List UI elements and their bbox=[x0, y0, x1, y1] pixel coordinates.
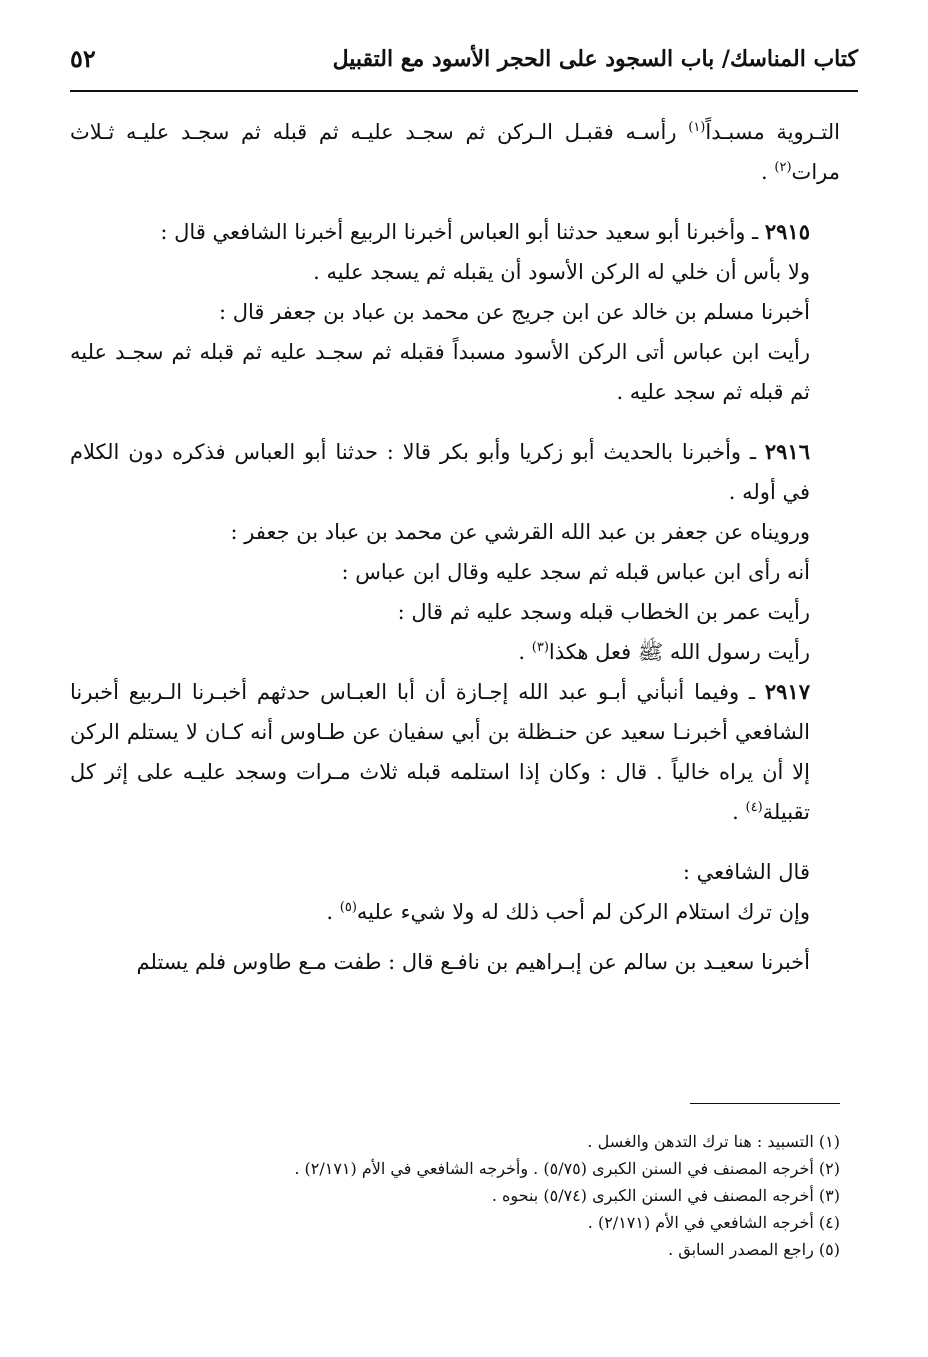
footnote-3: (٣) أخرجه المصنف في السنن الكبرى (٥/٧٤) بنحوه . bbox=[491, 1186, 840, 1205]
footnotes bbox=[70, 1128, 840, 1263]
footnote-reference: (١) bbox=[688, 120, 706, 135]
hadith-text: ـ وأخبرنا بالحديث أبو زكريا وأبو بكر قالا : حدثنا أبو العباس فذكره دون الكلام في أوله . bbox=[70, 440, 810, 504]
hadith-number: ٢٩١٧ bbox=[764, 679, 810, 704]
paragraph bbox=[70, 592, 840, 632]
paragraph-text: أخبرنا مسلم بن خالد عن ابن جريج عن محمد بن عباد بن جعفر قال : bbox=[219, 300, 810, 324]
paragraph bbox=[70, 632, 840, 672]
page-number: ٥٢ bbox=[70, 44, 96, 73]
hadith-text: ـ وأخبرنا أبو سعيد حدثنا أبو العباس أخبرنا الربيع أخبرنا الشافعي قال : bbox=[160, 220, 765, 244]
footnote-1: (١) التسبيد : هنا ترك التدهن والغسل . bbox=[587, 1132, 840, 1151]
running-header bbox=[70, 40, 858, 92]
hadith-number: ٢٩١٦ bbox=[764, 439, 810, 464]
hadith-2915 bbox=[70, 212, 840, 252]
paragraph-end: . bbox=[761, 160, 775, 184]
paragraph-text: رأيت ابن عباس أتى الركن الأسود مسبداً فقبله ثم سجـد عليه ثم قبله ثم سجـد عليه ثم قبله ثم سجد عليه . bbox=[70, 340, 810, 404]
hadith-2917 bbox=[70, 672, 840, 832]
paragraph bbox=[70, 852, 840, 892]
footnote-2: (٢) أخرجه المصنف في السنن الكبرى (٥/٧٥) . وأخرجه الشافعي في الأم (٢/١٧١) . bbox=[294, 1159, 840, 1178]
hadith-2916 bbox=[70, 432, 840, 512]
hadith-number: ٢٩١٥ bbox=[764, 219, 810, 244]
running-header-title: كتاب المناسك/ باب السجود على الحجر الأسود مع التقبيل bbox=[332, 46, 858, 72]
paragraph bbox=[70, 252, 840, 292]
footnote-reference: (٣) bbox=[531, 640, 549, 655]
paragraph-text: رأيت رسول الله ﷺ فعل هكذا bbox=[548, 640, 810, 664]
footnote-reference: (٥) bbox=[339, 900, 357, 915]
paragraph-continuation bbox=[70, 112, 840, 192]
paragraph-text: قال الشافعي : bbox=[682, 860, 810, 884]
paragraph-text: ولا بأس أن خلي له الركن الأسود أن يقبله ثم يسجد عليه . bbox=[313, 260, 810, 284]
paragraph-text: أنه رأى ابن عباس قبله ثم سجد عليه وقال ابن عباس : bbox=[341, 560, 810, 584]
paragraph-end: . bbox=[326, 900, 340, 924]
paragraph-text: وإن ترك استلام الركن لم أحب ذلك له ولا شيء عليه bbox=[356, 900, 810, 924]
paragraph bbox=[70, 512, 840, 552]
paragraph-text: التـروية مسبـداً bbox=[705, 120, 840, 144]
footnote-5: (٥) راجع المصدر السابق . bbox=[668, 1240, 840, 1259]
paragraph-text: أخبرنا سعيـد بن سالم عن إبـراهيم بن نافـع قال : طفت مـع طاوس فلم يستلم bbox=[136, 950, 810, 974]
hadith-text: ـ وفيما أنبأني أبـو عبد الله إجـازة أن أبا العبـاس حدثهم أخبـرنا الـربيع أخبرنا الشافعي أخبرنـا سعيد عن حنـظلة بن أبي سفيان عن طـاوس أنه كـان لا يستلم الركن إلا أن يراه خالياً . قال : وكان إذا استلمه قبله ثلاث مـرات وسجد عليـه على إثر كل تقبيلة bbox=[70, 680, 810, 824]
footnote-4: (٤) أخرجه الشافعي في الأم (٢/١٧١) . bbox=[587, 1213, 840, 1232]
paragraph-end: . bbox=[518, 640, 532, 664]
main-text bbox=[70, 112, 840, 982]
paragraph bbox=[70, 942, 840, 982]
paragraph-text: رأيت عمر بن الخطاب قبله وسجد عليه ثم قال : bbox=[397, 600, 810, 624]
paragraph-text: رأسـه فقبـل الـركن ثم سجـد عليـه ثم قبله ثم سجـد عليـه ثـلاث مرات bbox=[70, 120, 840, 184]
footnote-reference: (٢) bbox=[774, 160, 792, 175]
paragraph bbox=[70, 892, 840, 932]
paragraph-text: ورويناه عن جعفر بن عبد الله القرشي عن محمد بن عباد بن جعفر : bbox=[230, 520, 810, 544]
paragraph bbox=[70, 332, 840, 412]
footnote-separator bbox=[690, 1103, 840, 1104]
footnote-reference: (٤) bbox=[745, 800, 763, 815]
paragraph-end: . bbox=[732, 800, 746, 824]
paragraph bbox=[70, 292, 840, 332]
paragraph bbox=[70, 552, 840, 592]
